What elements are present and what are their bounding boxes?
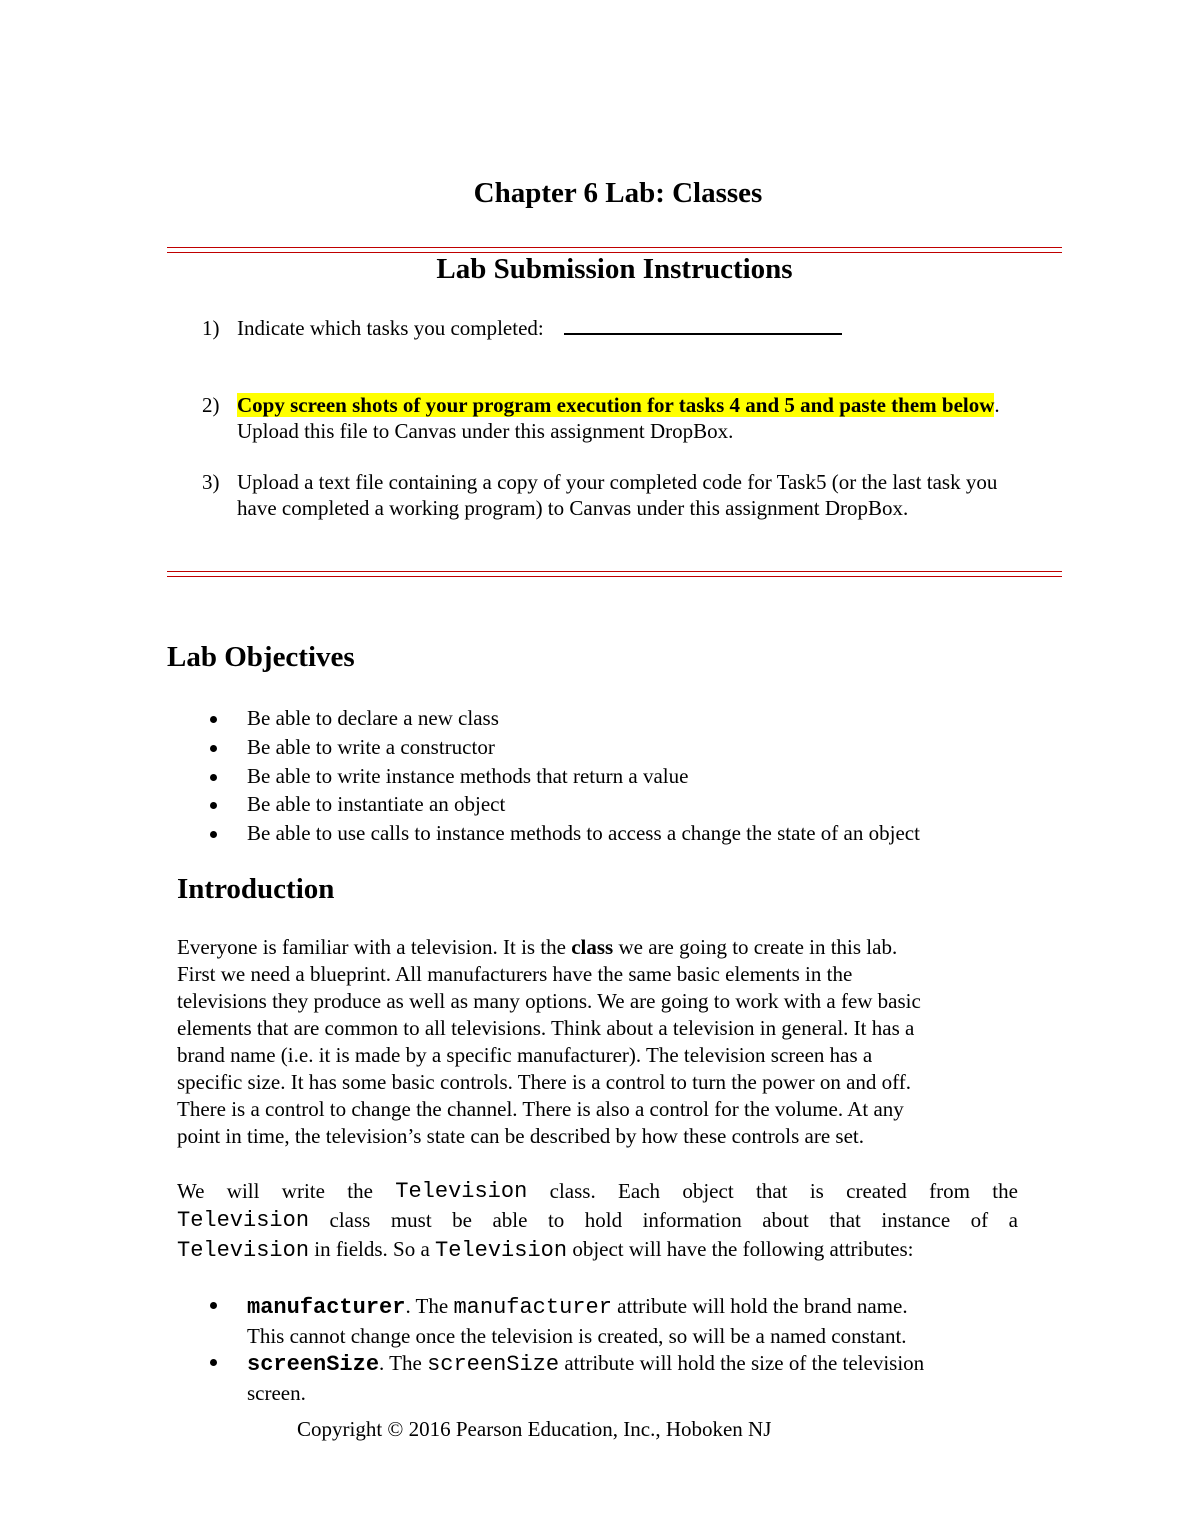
list-item: manufacturer. The manufacturer attribute will hold the brand name. This cannot change once the television is created, so will be a named constant. [247, 1292, 908, 1350]
item-text-line1: Upload a text file containing a copy of your completed code for Task5 (or the last task you [237, 470, 998, 494]
item-number: 3) [202, 470, 220, 494]
item-number: 1) [202, 316, 220, 340]
submission-heading: Lab Submission Instructions [436, 253, 793, 285]
bullet-icon [210, 831, 217, 838]
objectives-heading: Lab Objectives [167, 641, 355, 673]
item-text-line2: have completed a working program) to Canvas under this assignment DropBox. [237, 496, 909, 520]
bullet-icon [210, 745, 217, 752]
submission-item-3 [202, 469, 1102, 521]
red-divider-bottom [167, 571, 1062, 577]
highlighted-instruction: Copy screen shots of your program execution for tasks 4 and 5 and paste them below [237, 393, 995, 417]
submission-item-1 [202, 315, 1102, 341]
submission-item-2 [202, 392, 1102, 444]
bullet-icon [210, 802, 217, 809]
intro-paragraph-2: We will write the Television class. Each object that is created from the Television class must be able to hold information about that instance of a Television in fields. So a Television object will have the following attributes: [177, 1179, 1018, 1263]
justified-line: We will write the Television class. Each object that is created from the [177, 1179, 1018, 1204]
page-title: Chapter 6 Lab: Classes [473, 177, 763, 209]
item-text: Indicate which tasks you completed: [237, 316, 544, 340]
objectives-list [247, 706, 1047, 856]
justified-line: Television class must be able to hold information about that instance of a [177, 1208, 1018, 1233]
bullet-icon [210, 716, 217, 723]
list-item: Be able to use calls to instance methods to access a change the state of an object [247, 821, 920, 846]
intro-paragraph-1: Everyone is familiar with a television. It is the class we are going to create in this lab. First we need a blueprint. All manufacturers have the same basic elements in the televisions they produce as well as many options. We are going to work with a few basic elements that are common to all televisions. Think about a television in general. It has a brand name (i.e. it is made by a specific manufacturer). The television screen has a specific size. It has some basic controls. There is a control to turn the power on and off. There is a control to change the channel. There is also a control for the volume. At any point in time, the television’s state can be described by how these controls are set. [177, 935, 921, 1148]
list-item: Be able to declare a new class [247, 706, 499, 731]
tasks-completed-blank[interactable] [564, 315, 842, 335]
attributes-list [247, 1292, 1047, 1408]
bullet-icon [210, 1302, 217, 1309]
introduction-heading: Introduction [177, 873, 335, 905]
item-text-line2: Upload this file to Canvas under this assignment DropBox. [237, 419, 734, 443]
bullet-icon [210, 1359, 217, 1366]
copyright-footer: Copyright © 2016 Pearson Education, Inc., Hoboken NJ [297, 1417, 772, 1441]
item-text: . [994, 393, 1000, 417]
list-item: Be able to write a constructor [247, 735, 495, 760]
list-item: screenSize. The screenSize attribute will hold the size of the television screen. [247, 1349, 924, 1407]
bullet-icon [210, 774, 217, 781]
item-number: 2) [202, 393, 220, 417]
list-item: Be able to write instance methods that return a value [247, 764, 688, 789]
list-item: Be able to instantiate an object [247, 792, 505, 817]
class-keyword: class [571, 935, 614, 959]
